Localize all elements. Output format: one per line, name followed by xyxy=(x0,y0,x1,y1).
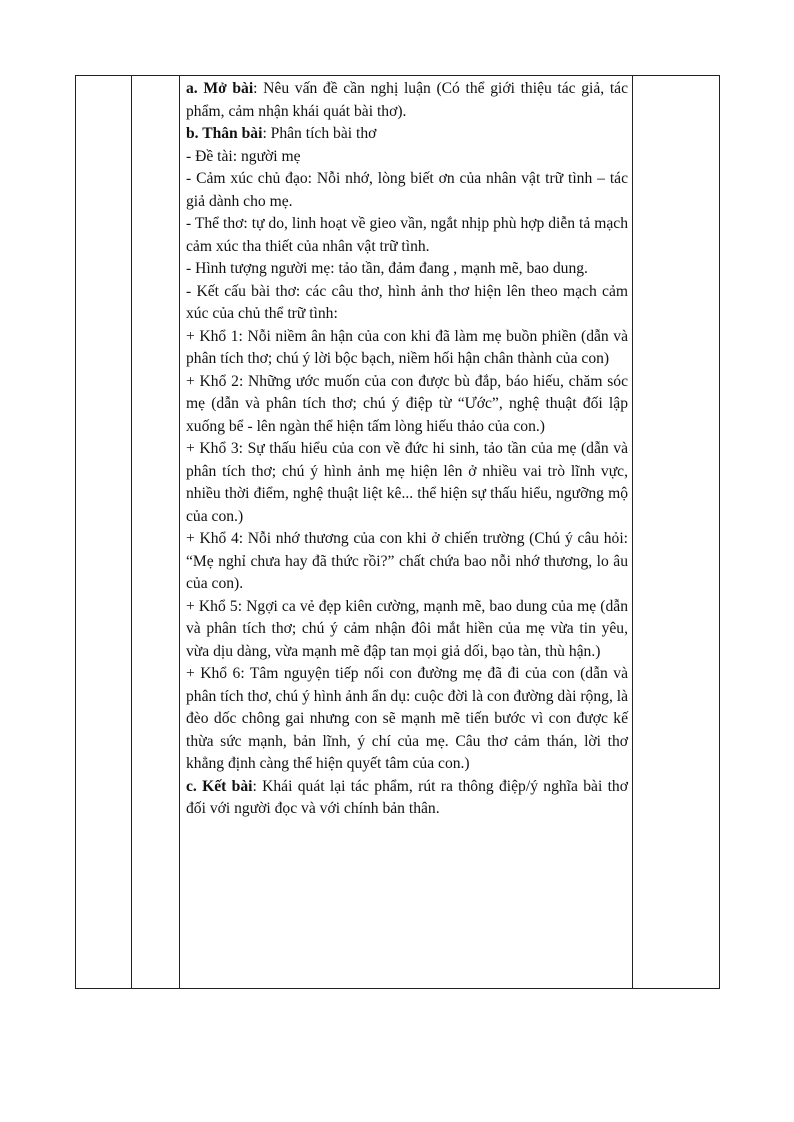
intro-text: : Nêu vấn đề cần nghị luận (Có thể giới thiệu tác giả, tác phẩm, cảm nhận khái quát bài thơ). xyxy=(186,80,628,120)
list-item: - Thể thơ: tự do, linh hoạt về gieo vần, ngắt nhịp phù hợp diễn tả mạch cảm xúc tha thiết của nhân vật trữ tình. xyxy=(186,215,628,255)
answer-table xyxy=(75,75,720,989)
list-item: + Khổ 5: Ngợi ca vẻ đẹp kiên cường, mạnh mẽ, bao dung của mẹ (dẫn và phân tích thơ; chú ý cảm nhận đôi mắt hiền của mẹ vừa tin yêu, vừa dịu dàng, vừa mạnh mẽ đập tan mọi giả dối, bạo tàn, thù hận.) xyxy=(186,597,628,660)
conclusion-paragraph xyxy=(186,776,628,821)
empty-cell-question xyxy=(76,76,132,989)
conclusion-label: c. Kết bài xyxy=(186,777,253,795)
empty-cell-score xyxy=(633,76,720,989)
list-item: + Khổ 1: Nỗi niềm ân hận của con khi đã làm mẹ buồn phiền (dẫn và phân tích thơ; chú ý lời bộc bạch, niềm hối hận chân thành của con) xyxy=(186,327,628,367)
intro-paragraph xyxy=(186,78,628,123)
essay-outline xyxy=(180,76,632,988)
list-item: + Khổ 6: Tâm nguyện tiếp nối con đường mẹ đã đi của con (dẫn và phân tích thơ, chú ý hình ảnh ẩn dụ: cuộc đời là con đường dài rộng, là đèo dốc chông gai nhưng con sẽ mạnh mẽ tiến bước vì con được kế thừa sức mạnh, bản lĩnh, ý chí của mẹ. Câu thơ cảm thán, lời thơ khẳng định càng thể hiện quyết tâm của con.) xyxy=(186,665,628,772)
empty-cell-part xyxy=(132,76,180,989)
list-item: + Khổ 3: Sự thấu hiểu của con về đức hi sinh, tảo tần của mẹ (dẫn và phân tích thơ; chú ý hình ảnh mẹ hiện lên ở nhiều vai trò lĩnh vực, nhiều thời điểm, nghệ thuật liệt kê... thể hiện sự thấu hiểu, ngưỡng mộ của con.) xyxy=(186,440,628,525)
list-item: - Hình tượng người mẹ: tảo tần, đảm đang , mạnh mẽ, bao dung. xyxy=(186,260,588,277)
body-heading xyxy=(186,123,628,146)
intro-label: a. Mở bài xyxy=(186,80,254,97)
content-cell xyxy=(180,76,633,989)
list-item: - Cảm xúc chủ đạo: Nỗi nhớ, lòng biết ơn của nhân vật trữ tình – tác giả dành cho mẹ. xyxy=(186,170,628,210)
list-item: - Đề tài: người mẹ xyxy=(186,147,301,165)
conclusion-text: : Khái quát lại tác phẩm, rút ra thông điệp/ý nghĩa bài thơ đối với người đọc và với chính bản thân. xyxy=(186,777,628,817)
table-row xyxy=(76,76,720,989)
list-item: - Kết cấu bài thơ: các câu thơ, hình ảnh thơ hiện lên theo mạch cảm xúc của chủ thể trữ tình: xyxy=(186,282,628,322)
body-text: : Phân tích bài thơ xyxy=(262,125,377,142)
list-item: + Khổ 4: Nỗi nhớ thương của con khi ở chiến trường (Chú ý câu hỏi: “Mẹ nghỉ chưa hay đã thức rồi?” chất chứa bao nỗi nhớ thương, lo âu của con). xyxy=(186,530,628,592)
list-item: + Khổ 2: Những ước muốn của con được bù đắp, báo hiếu, chăm sóc mẹ (dẫn và phân tích thơ; chú ý điệp từ “Ước”, nghệ thuật đối lập xuống bể - lên ngàn thể hiện tấm lòng hiếu thảo của con.) xyxy=(186,372,628,435)
body-label: b. Thân bài xyxy=(186,125,263,142)
